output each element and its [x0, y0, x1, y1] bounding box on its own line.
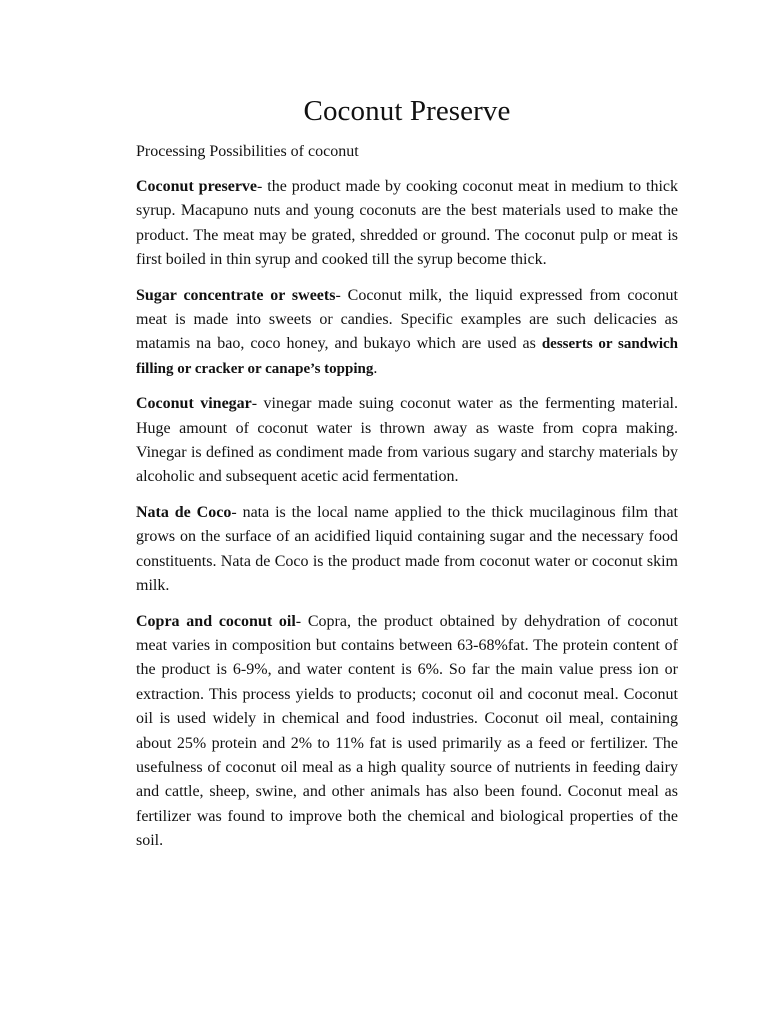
section-sugar-concentrate [136, 284, 678, 382]
section-text: - Copra, the product obtained by dehydration of coconut meat varies in composition but contains between 63-68%fat. The protein content of the product is 6-9%, and water content is 6%. So far the main value press ion or extraction. This process yields to products; coconut oil and coconut meal. Coconut oil is used widely in chemical and food industries. Coconut oil meal, containing about 25% protein and 2% to 11% fat is used primarily as a feed or fertilizer. The usefulness of coconut oil meal as a high quality source of nutrients in feeding dairy and cattle, sheep, swine, and other animals has also been found. Coconut meal as fertilizer was found to improve both the chemical and biological properties of the soil. [136, 612, 678, 850]
section-coconut-preserve [136, 175, 678, 273]
section-nata-de-coco [136, 501, 678, 599]
section-coconut-vinegar [136, 392, 678, 490]
section-term: Coconut preserve [136, 178, 258, 195]
section-term: Copra and coconut oil [136, 612, 296, 630]
section-copra-coconut-oil [136, 610, 678, 854]
section-emphasis: desserts or sandwich filling or cracker or canape’s topping [136, 336, 678, 377]
section-text: - Coconut milk, the liquid expressed from coconut meat is made into sweets or candies. Specific examples are such delicacies as matamis na bao, coco honey, and bukayo which are used as [136, 286, 678, 353]
section-text: - the product made by cooking coconut meat in medium to thick syrup. Macapuno nuts and young coconuts are the best materials used to make the product. The meat may be grated, shredded or ground. The coconut pulp or meat is first boiled in thin syrup and cooked till the syrup become thick. [136, 178, 678, 269]
section-term: Coconut vinegar [136, 395, 252, 413]
section-term: Nata de Coco [136, 503, 232, 521]
section-tail: . [373, 359, 378, 377]
section-text: - vinegar made suing coconut water as the fermenting material. Huge amount of coconut water is thrown away as waste from copra making. Vinegar is defined as condiment made from various sugary and starchy materials by alcoholic and subsequent acetic acid fermentation. [136, 395, 678, 486]
page-subtitle: Processing Possibilities of coconut [136, 143, 359, 160]
section-term: Sugar concentrate or sweets [136, 286, 336, 304]
document-page [136, 0, 678, 854]
page-title: Coconut Preserve [303, 95, 511, 127]
section-text: - nata is the local name applied to the thick mucilaginous film that grows on the surface of an acidified liquid containing sugar and the necessary food constituents. Nata de Coco is the product made from coconut water or coconut skim milk. [136, 503, 678, 595]
